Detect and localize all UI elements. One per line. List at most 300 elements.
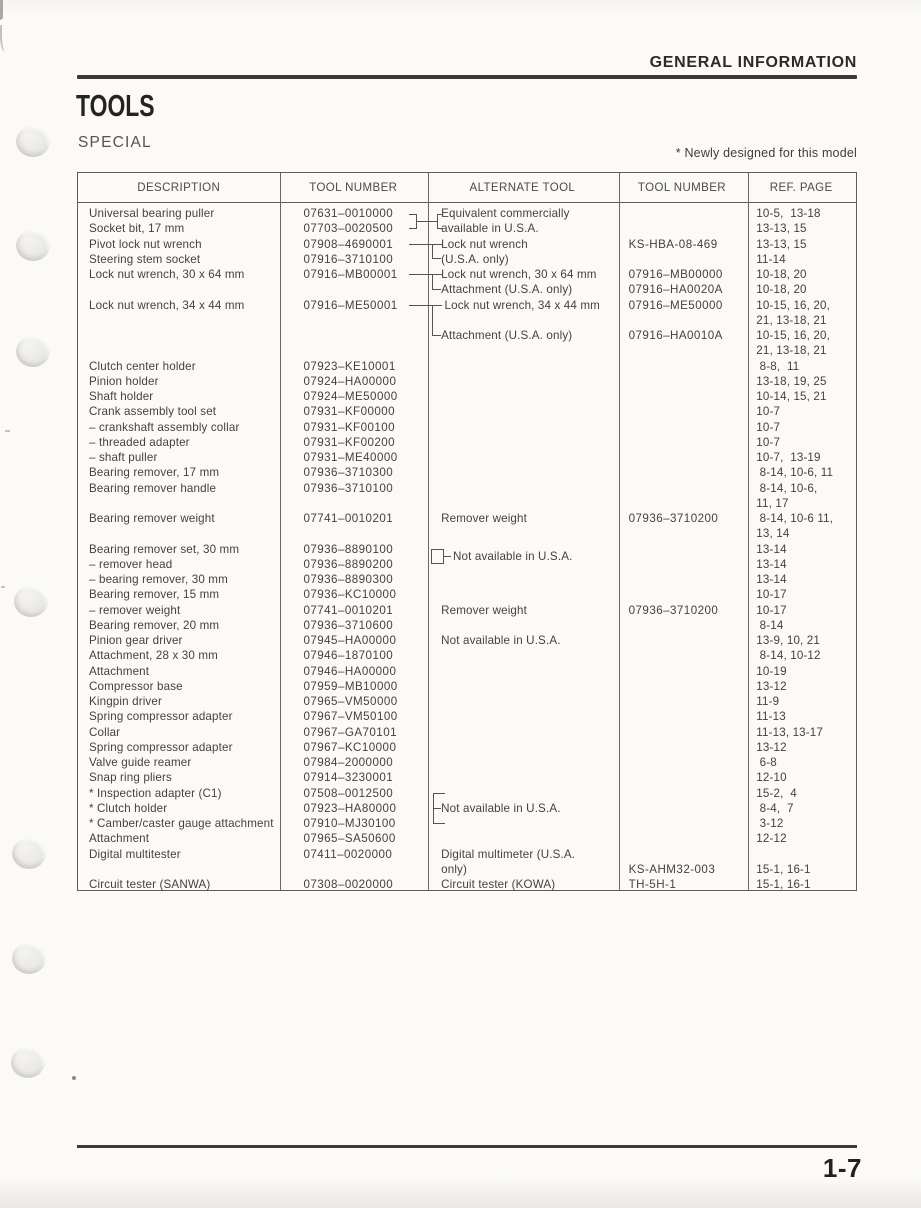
- table-row: [78, 298, 856, 313]
- cell-description: Circuit tester (SANWA): [89, 878, 211, 891]
- bracket-connector: [409, 214, 417, 229]
- cell-ref-page: 10-18, 20: [756, 268, 807, 281]
- table-row: [78, 587, 856, 602]
- cell-tool-number: 07946–1870100: [303, 649, 394, 663]
- cell-tool-number: 07936–3710300: [303, 466, 394, 480]
- cell-tool-number: 07945–HA00000: [303, 634, 397, 647]
- cell-alternate-tool: Not available in U.S.A.: [441, 801, 561, 815]
- table-row: [78, 496, 856, 511]
- cell-description: Shaft holder: [89, 390, 154, 403]
- cell-alternate-tool: [427, 679, 618, 694]
- cell-description: Digital multitester: [89, 847, 181, 861]
- cell-alternate-tool: [427, 725, 618, 740]
- table-row: [78, 770, 856, 785]
- cell-tool-number: 07936–8890300: [303, 573, 394, 586]
- cell-tool-number: 07967–GA70101: [303, 725, 397, 739]
- table-row: [78, 481, 856, 496]
- table-row: [78, 389, 856, 404]
- table-row: [78, 313, 856, 328]
- binder-hole: [16, 230, 50, 261]
- cell-alt-tool-number: [618, 847, 747, 862]
- cell-alternate-tool: [427, 831, 618, 846]
- cell-alternate-tool: [427, 496, 618, 511]
- cell-description: Pivot lock nut wrench: [89, 237, 202, 251]
- cell-alternate-tool: [427, 374, 618, 389]
- column-header: DESCRIPTION: [137, 181, 221, 194]
- cell-ref-page: 10-19: [756, 664, 787, 678]
- cell-ref-page: 8-14, 10-6 11,: [756, 512, 834, 525]
- table-row: [78, 374, 856, 389]
- cell-ref-page: 10-14, 15, 21: [756, 390, 827, 403]
- cell-tool-number: [279, 526, 427, 541]
- cell-ref-page: 15-1, 16-1: [756, 862, 811, 876]
- cell-tool-number: 07741–0010201: [303, 603, 394, 617]
- cell-tool-number: 07916–MB00001: [303, 268, 398, 281]
- table-row: [78, 237, 856, 252]
- cell-alt-tool-number: [618, 755, 747, 770]
- cell-tool-number: 07308–0020000: [303, 878, 394, 891]
- cell-alternate-tool: only): [441, 862, 468, 876]
- cell-alternate-tool: [427, 435, 618, 450]
- cell-ref-page: 13-12: [756, 679, 787, 693]
- cell-alt-tool-number: [618, 252, 747, 267]
- cell-alt-tool-number: [618, 526, 747, 541]
- cell-alt-tool-number: [618, 313, 747, 328]
- cell-description: Steering stem socket: [89, 252, 201, 266]
- cell-ref-page: [746, 847, 856, 862]
- cell-tool-number: [279, 862, 427, 877]
- table-row: [78, 343, 856, 358]
- table-row: [78, 847, 856, 862]
- cell-description: Compressor base: [89, 679, 183, 693]
- cell-alt-tool-number: [618, 359, 747, 374]
- cell-tool-number: 07936–KC10000: [303, 588, 397, 602]
- cell-ref-page: 21, 13-18, 21: [756, 313, 827, 327]
- cell-alternate-tool: [427, 481, 618, 496]
- cell-alternate-tool: [427, 465, 618, 480]
- cell-ref-page: 11-13: [756, 710, 786, 724]
- cell-alt-tool-number: [618, 633, 747, 648]
- table-row: [78, 603, 856, 618]
- cell-alternate-tool: [427, 786, 618, 801]
- cell-alternate-tool: [427, 816, 618, 831]
- cell-tool-number: 07924–HA00000: [303, 374, 397, 388]
- cell-alt-tool-number: [618, 679, 747, 694]
- cell-alt-tool-number: 07936–3710200: [628, 603, 719, 617]
- cell-alt-tool-number: [618, 572, 747, 587]
- cell-alt-tool-number: [618, 343, 747, 358]
- cell-alt-tool-number: [618, 587, 747, 602]
- table-row: [78, 694, 856, 709]
- cell-tool-number: 07931–KF00100: [303, 420, 396, 434]
- cell-alternate-tool: Attachment (U.S.A. only): [441, 283, 573, 297]
- cell-ref-page: 10-7: [756, 405, 781, 419]
- cell-alt-tool-number: [618, 816, 747, 831]
- cell-alt-tool-number: [618, 664, 747, 679]
- table-row: [78, 679, 856, 694]
- cell-description: [78, 328, 279, 343]
- table-row: [78, 404, 856, 419]
- cell-alt-tool-number: [618, 557, 747, 572]
- cell-ref-page: 11-13, 13-17: [756, 725, 823, 739]
- table-row: [78, 511, 856, 526]
- cell-tool-number: 07931–KF00200: [303, 435, 396, 449]
- header-rule: [77, 75, 857, 79]
- cell-alternate-tool: Lock nut wrench: [441, 237, 528, 251]
- special-tools-table: [77, 172, 857, 891]
- cell-alt-tool-number: 07916–HA0020A: [628, 283, 723, 297]
- bracket-connector: [431, 549, 444, 564]
- table-row: [78, 831, 856, 846]
- cell-tool-number: 07924–ME50000: [303, 390, 398, 403]
- cell-alternate-tool: [427, 572, 618, 587]
- cell-alternate-tool: Remover weight: [441, 603, 527, 617]
- table-row: [78, 633, 856, 648]
- cell-alt-tool-number: [618, 709, 747, 724]
- table-row: [78, 572, 856, 587]
- cell-alt-tool-number: [618, 206, 747, 221]
- page-edge-artifact: [0, 25, 9, 52]
- cell-tool-number: 07916–ME50001: [303, 298, 398, 312]
- table-row: [78, 740, 856, 755]
- bracket-connector: [432, 244, 441, 259]
- cell-ref-page: 8-14, 10-12: [756, 649, 821, 663]
- cell-ref-page: 10-18, 20: [756, 283, 807, 297]
- bracket-connector: [432, 275, 441, 290]
- cell-ref-page: 10-7: [756, 420, 781, 434]
- table-row: [78, 282, 856, 297]
- cell-alternate-tool: [427, 755, 618, 770]
- cell-description: Spring compressor adapter: [89, 710, 233, 724]
- cell-alt-tool-number: [618, 542, 747, 557]
- cell-tool-number: 07965–VM50000: [303, 695, 398, 708]
- cell-ref-page: 12-12: [756, 832, 787, 846]
- cell-description: Lock nut wrench, 30 x 64 mm: [89, 268, 245, 281]
- cell-description: [78, 313, 279, 328]
- table-row: [78, 221, 856, 236]
- cell-description: Attachment, 28 x 30 mm: [89, 649, 218, 663]
- cell-ref-page: 11, 17: [756, 496, 789, 510]
- cell-description: Attachment: [89, 664, 150, 678]
- cell-alt-tool-number: [618, 221, 747, 236]
- cell-description: – crankshaft assembly collar: [89, 420, 240, 434]
- cell-tool-number: 07936–3710600: [303, 618, 394, 632]
- cell-alt-tool-number: [618, 786, 747, 801]
- column-header: REF. PAGE: [769, 181, 833, 194]
- cell-tool-number: 07741–0010201: [303, 512, 394, 525]
- cell-alternate-tool: [427, 343, 618, 358]
- cell-alternate-tool: [427, 359, 618, 374]
- cell-tool-number: 07967–VM50100: [303, 710, 398, 724]
- column-header: TOOL NUMBER: [637, 181, 727, 194]
- table-row: [78, 435, 856, 450]
- cell-description: Bearing remover handle: [89, 481, 217, 495]
- table-row: [78, 206, 856, 221]
- table-row: [78, 450, 856, 465]
- cell-tool-number: 07916–3710100: [303, 252, 394, 266]
- cell-ref-page: 13-13, 15: [756, 222, 807, 236]
- cell-ref-page: 13-12: [756, 740, 787, 754]
- table-row: [78, 877, 856, 892]
- cell-ref-page: 13-13, 15: [756, 237, 807, 251]
- cell-tool-number: 07936–8890200: [303, 557, 394, 571]
- cell-alt-tool-number: 07916–MB00000: [628, 268, 723, 281]
- cell-ref-page: 8-14: [756, 618, 784, 632]
- cell-alt-tool-number: [618, 389, 747, 404]
- cell-ref-page: 13-14: [756, 542, 787, 556]
- cell-alternate-tool: [427, 587, 618, 602]
- cell-description: Pinion gear driver: [89, 634, 183, 647]
- table-row: [78, 816, 856, 831]
- cell-alt-tool-number: [618, 481, 747, 496]
- table-row: [78, 328, 856, 343]
- cell-tool-number: 07631–0010000: [303, 207, 394, 220]
- cell-tool-number: 07910–MJ30100: [303, 817, 396, 830]
- table-row: [78, 648, 856, 663]
- table-row: [78, 664, 856, 679]
- cell-description: Attachment: [89, 832, 150, 846]
- cell-alt-tool-number: [618, 770, 747, 785]
- cell-description: – threaded adapter: [89, 435, 190, 449]
- cell-description: Kingpin driver: [89, 695, 162, 708]
- cell-alternate-tool: [427, 709, 618, 724]
- cell-description: * Clutch holder: [89, 801, 168, 815]
- column-header: ALTERNATE TOOL: [469, 181, 576, 194]
- cell-ref-page: 3-12: [756, 817, 784, 830]
- cell-tool-number: 07936–3710100: [303, 481, 394, 495]
- cell-ref-page: 10-5, 13-18: [756, 207, 821, 220]
- cell-description: – shaft puller: [89, 451, 158, 464]
- page-edge-artifact: [0, 0, 3, 20]
- cell-description: [78, 496, 279, 511]
- cell-alternate-tool: Digital multimeter (U.S.A.: [441, 847, 576, 861]
- table-row: [78, 526, 856, 541]
- table-row: [78, 618, 856, 633]
- page-title: TOOLS: [76, 88, 155, 123]
- cell-ref-page: 6-8: [756, 756, 777, 769]
- cell-tool-number: 07965–SA50600: [303, 832, 396, 846]
- table-row: [78, 709, 856, 724]
- cell-tool-number: 07936–8890100: [303, 542, 394, 556]
- cell-alternate-tool: [427, 770, 618, 785]
- table-header-row: [78, 173, 856, 202]
- cell-tool-number: 07508–0012500: [303, 786, 394, 800]
- cell-alt-tool-number: [618, 374, 747, 389]
- cell-ref-page: 10-7, 13-19: [756, 451, 821, 464]
- cell-ref-page: 8-4, 7: [756, 801, 794, 815]
- cell-description: Valve guide reamer: [89, 756, 192, 769]
- cell-alt-tool-number: KS-HBA-08-469: [628, 237, 718, 251]
- cell-alt-tool-number: 07916–ME50000: [628, 298, 723, 312]
- footer-rule: [77, 1145, 857, 1148]
- cell-tool-number: 07946–HA00000: [303, 664, 397, 678]
- cell-description: Bearing remover, 17 mm: [89, 466, 220, 480]
- cell-alternate-tool: Equivalent commercially: [441, 207, 570, 220]
- cell-alternate-tool: [427, 313, 618, 328]
- cell-description: [78, 282, 279, 297]
- table-row: [78, 725, 856, 740]
- cell-ref-page: 13-9, 10, 21: [756, 634, 820, 647]
- cell-tool-number: [279, 282, 427, 297]
- cell-alt-tool-number: [618, 465, 747, 480]
- cell-tool-number: 07959–MB10000: [303, 679, 398, 693]
- cell-alt-tool-number: [618, 694, 747, 709]
- cell-alternate-tool: [427, 526, 618, 541]
- binder-hole: [16, 126, 50, 157]
- cell-ref-page: 13-14: [756, 573, 787, 586]
- cell-ref-page: 15-2, 4: [756, 786, 797, 800]
- cell-alternate-tool: [427, 450, 618, 465]
- cell-alt-tool-number: 07936–3710200: [628, 512, 719, 525]
- bracket-connector: [437, 214, 443, 229]
- cell-ref-page: 10-15, 16, 20,: [756, 298, 830, 312]
- cell-tool-number: 07984–2000000: [303, 756, 394, 769]
- cell-tool-number: 07914–3230001: [303, 771, 394, 785]
- cell-alt-tool-number: [618, 450, 747, 465]
- cell-ref-page: 11-9: [756, 695, 780, 708]
- binder-hole: [11, 1047, 45, 1078]
- cell-ref-page: 8-14, 10-6, 11: [756, 466, 834, 480]
- cell-ref-page: 8-14, 10-6,: [756, 481, 818, 495]
- cell-ref-page: 13, 14: [756, 527, 790, 541]
- cell-ref-page: 15-1, 16-1: [756, 878, 811, 891]
- cell-alt-tool-number: [618, 404, 747, 419]
- cell-tool-number: 07411–0020000: [303, 847, 393, 861]
- cell-alternate-tool: (U.S.A. only): [441, 252, 509, 266]
- cell-ref-page: 13-18, 19, 25: [756, 374, 827, 388]
- cell-tool-number: 07703–0020500: [303, 222, 394, 236]
- cell-alternate-tool: [427, 648, 618, 663]
- cell-description: Universal bearing puller: [89, 207, 215, 220]
- cell-description: * Camber/caster gauge attachment: [89, 817, 274, 830]
- cell-tool-number: 07908–4690001: [303, 237, 394, 251]
- cell-alt-tool-number: [618, 831, 747, 846]
- cell-alternate-tool: [427, 740, 618, 755]
- bracket-connector: [432, 305, 441, 336]
- cell-alt-tool-number: [618, 725, 747, 740]
- table-row: [78, 420, 856, 435]
- bracket-connector: [444, 556, 451, 557]
- cell-description: [78, 526, 279, 541]
- cell-ref-page: 10-7: [756, 435, 781, 449]
- cell-alternate-tool: [427, 664, 618, 679]
- binder-hole: [16, 336, 50, 367]
- cell-alternate-tool: Circuit tester (KOWA): [441, 878, 556, 891]
- cell-description: Bearing remover, 15 mm: [89, 588, 220, 602]
- cell-description: [78, 343, 279, 358]
- cell-alt-tool-number: KS-AHM32-003: [628, 862, 716, 876]
- cell-description: Snap ring pliers: [89, 771, 172, 785]
- cell-tool-number: 07931–ME40000: [303, 451, 398, 464]
- cell-alt-tool-number: [618, 420, 747, 435]
- cell-ref-page: 10-15, 16, 20,: [756, 329, 830, 342]
- cell-alternate-tool: [427, 420, 618, 435]
- cell-tool-number: 07931–KF00000: [303, 405, 396, 419]
- cell-alternate-tool: Lock nut wrench, 34 x 44 mm: [441, 298, 600, 312]
- cell-tool-number: [279, 496, 427, 511]
- cell-alt-tool-number: [618, 801, 747, 816]
- cell-alt-tool-number: [618, 618, 747, 633]
- cell-description: – remover weight: [89, 603, 181, 617]
- cell-ref-page: 21, 13-18, 21: [756, 344, 827, 358]
- chapter-header: GENERAL INFORMATION: [649, 54, 857, 71]
- page-number: 1-7: [822, 1153, 862, 1183]
- cell-tool-number: 07923–KE10001: [303, 359, 396, 373]
- cell-description: Clutch center holder: [89, 359, 196, 373]
- cell-ref-page: 11-14: [756, 252, 786, 266]
- cell-description: Socket bit, 17 mm: [89, 222, 185, 236]
- table-row: [78, 359, 856, 374]
- cell-tool-number: 07967–KC10000: [303, 740, 397, 754]
- cell-ref-page: 12-10: [756, 771, 787, 785]
- cell-description: – remover head: [89, 557, 173, 571]
- cell-alternate-tool: [427, 694, 618, 709]
- table-row: [78, 862, 856, 877]
- cell-description: Collar: [89, 725, 121, 739]
- cell-alternate-tool: Lock nut wrench, 30 x 64 mm: [441, 268, 597, 281]
- table-row: [78, 755, 856, 770]
- binder-hole: [12, 943, 46, 974]
- cell-alternate-tool: available in U.S.A.: [441, 222, 539, 236]
- cell-ref-page: 10-17: [756, 603, 787, 617]
- section-subtitle: SPECIAL: [78, 134, 152, 151]
- bracket-note: Not available in U.S.A.: [453, 550, 573, 564]
- cell-description: Crank assembly tool set: [89, 405, 217, 419]
- table-row: [78, 267, 856, 282]
- cell-alt-tool-number: 07916–HA0010A: [628, 329, 723, 342]
- cell-alternate-tool: Attachment (U.S.A. only): [441, 329, 573, 342]
- cell-description: Bearing remover, 20 mm: [89, 618, 220, 632]
- cell-tool-number: [279, 313, 427, 328]
- bracket-connector: [417, 221, 437, 222]
- cell-description: Pinion holder: [89, 374, 159, 388]
- cell-alt-tool-number: [618, 648, 747, 663]
- table-row: [78, 252, 856, 267]
- column-header: TOOL NUMBER: [309, 181, 398, 194]
- binder-hole: [12, 838, 46, 869]
- cell-alternate-tool: [427, 618, 618, 633]
- table-header-divider: [78, 202, 856, 203]
- cell-tool-number: [279, 343, 427, 358]
- cell-description: Bearing remover weight: [89, 512, 215, 525]
- cell-alternate-tool: Remover weight: [441, 512, 527, 525]
- cell-description: * Inspection adapter (C1): [89, 786, 222, 800]
- cell-description: [78, 862, 279, 877]
- cell-ref-page: 8-8, 11: [756, 359, 800, 373]
- binder-hole: [14, 586, 48, 617]
- cell-alt-tool-number: [618, 740, 747, 755]
- bracket-connector: [433, 808, 441, 809]
- cell-description: Bearing remover set, 30 mm: [89, 542, 240, 556]
- cell-alternate-tool: Not available in U.S.A.: [441, 634, 561, 647]
- cell-description: Spring compressor adapter: [89, 740, 233, 754]
- newly-designed-footnote: * Newly designed for this model: [675, 146, 857, 160]
- cell-alt-tool-number: TH-5H-1: [628, 878, 677, 891]
- cell-alternate-tool: [427, 389, 618, 404]
- page-edge-artifact: [1, 586, 5, 588]
- table-row: [78, 786, 856, 801]
- cell-alt-tool-number: [618, 435, 747, 450]
- page-edge-artifact: [5, 430, 10, 432]
- cell-alt-tool-number: [618, 496, 747, 511]
- page-edge-artifact: [72, 1076, 76, 1080]
- table-row: [78, 465, 856, 480]
- cell-alternate-tool: [427, 404, 618, 419]
- cell-ref-page: 13-14: [756, 557, 787, 571]
- cell-description: Lock nut wrench, 34 x 44 mm: [89, 298, 245, 312]
- cell-description: – bearing remover, 30 mm: [89, 573, 228, 586]
- table-row: [78, 801, 856, 816]
